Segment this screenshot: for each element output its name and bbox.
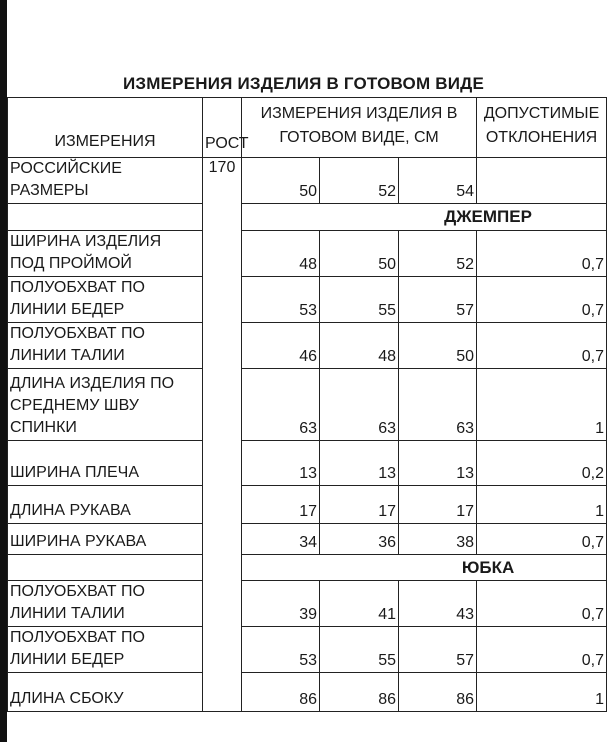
section-blank bbox=[8, 555, 203, 581]
value-cell: 52 bbox=[399, 231, 477, 277]
value-cell: 13 bbox=[242, 441, 320, 486]
value-cell: 48 bbox=[320, 323, 399, 369]
table-row bbox=[8, 581, 607, 627]
left-edge-bar bbox=[0, 0, 7, 742]
tolerance-cell: 0,7 bbox=[477, 231, 607, 277]
value-cell: 48 bbox=[242, 231, 320, 277]
value-cell: 38 bbox=[399, 524, 477, 555]
value-cell: 63 bbox=[320, 369, 399, 441]
sizes-label: РОССИЙСКИЕ РАЗМЕРЫ bbox=[8, 158, 203, 204]
row-label: ШИРИНА ПЛЕЧА bbox=[8, 441, 203, 486]
tolerance-cell: 1 bbox=[477, 673, 607, 712]
table-row bbox=[8, 369, 607, 441]
header-row bbox=[8, 98, 607, 158]
row-label: ДЛИНА РУКАВА bbox=[8, 486, 203, 524]
section-title-skirt: ЮБКА bbox=[242, 555, 607, 581]
header-finished-measurements: ИЗМЕРЕНИЯ ИЗДЕЛИЯ В ГОТОВОМ ВИДЕ, СМ bbox=[242, 98, 477, 158]
size-tolerance bbox=[477, 158, 607, 204]
value-cell: 86 bbox=[320, 673, 399, 712]
value-cell: 39 bbox=[242, 581, 320, 627]
value-cell: 17 bbox=[320, 486, 399, 524]
row-label: ПОЛУОБХВАТ ПО ЛИНИИ ТАЛИИ bbox=[8, 323, 203, 369]
row-label: ШИРИНА ИЗДЕЛИЯ ПОД ПРОЙМОЙ bbox=[8, 231, 203, 277]
size-cell: 54 bbox=[399, 158, 477, 204]
value-cell: 57 bbox=[399, 627, 477, 673]
value-cell: 36 bbox=[320, 524, 399, 555]
table-row bbox=[8, 231, 607, 277]
table-row bbox=[8, 673, 607, 712]
value-cell: 43 bbox=[399, 581, 477, 627]
table-row bbox=[8, 524, 607, 555]
value-cell: 63 bbox=[242, 369, 320, 441]
row-label: ШИРИНА РУКАВА bbox=[8, 524, 203, 555]
row-label: ПОЛУОБХВАТ ПО ЛИНИИ ТАЛИИ bbox=[8, 581, 203, 627]
tolerance-cell: 0,7 bbox=[477, 323, 607, 369]
header-height: РОСТ bbox=[203, 98, 242, 158]
table-row bbox=[8, 486, 607, 524]
table-row bbox=[8, 627, 607, 673]
section-row-jumper bbox=[8, 204, 607, 231]
value-cell: 13 bbox=[320, 441, 399, 486]
value-cell: 63 bbox=[399, 369, 477, 441]
value-cell: 46 bbox=[242, 323, 320, 369]
measurements-table bbox=[7, 97, 607, 712]
tolerance-cell: 0,7 bbox=[477, 277, 607, 323]
value-cell: 55 bbox=[320, 627, 399, 673]
header-tolerance: ДОПУСТИМЫЕ ОТКЛОНЕНИЯ bbox=[477, 98, 607, 158]
value-cell: 34 bbox=[242, 524, 320, 555]
value-cell: 53 bbox=[242, 277, 320, 323]
sizes-row bbox=[8, 158, 607, 204]
row-label: ПОЛУОБХВАТ ПО ЛИНИИ БЕДЕР bbox=[8, 627, 203, 673]
tolerance-cell: 0,7 bbox=[477, 581, 607, 627]
table-row bbox=[8, 441, 607, 486]
section-row-skirt bbox=[8, 555, 607, 581]
section-blank bbox=[8, 204, 203, 231]
value-cell: 55 bbox=[320, 277, 399, 323]
value-cell: 13 bbox=[399, 441, 477, 486]
row-label: ДЛИНА СБОКУ bbox=[8, 673, 203, 712]
value-cell: 41 bbox=[320, 581, 399, 627]
value-cell: 17 bbox=[399, 486, 477, 524]
row-label: ДЛИНА ИЗДЕЛИЯ ПО СРЕДНЕМУ ШВУ СПИНКИ bbox=[8, 369, 203, 441]
value-cell: 53 bbox=[242, 627, 320, 673]
value-cell: 86 bbox=[399, 673, 477, 712]
size-cell: 50 bbox=[242, 158, 320, 204]
tolerance-cell: 1 bbox=[477, 369, 607, 441]
value-cell: 50 bbox=[320, 231, 399, 277]
value-cell: 86 bbox=[242, 673, 320, 712]
table-row bbox=[8, 323, 607, 369]
section-title-jumper: ДЖЕМПЕР bbox=[242, 204, 607, 231]
size-cell: 52 bbox=[320, 158, 399, 204]
header-measurements: ИЗМЕРЕНИЯ bbox=[8, 98, 203, 158]
tolerance-cell: 0,7 bbox=[477, 627, 607, 673]
value-cell: 50 bbox=[399, 323, 477, 369]
tolerance-cell: 0,7 bbox=[477, 524, 607, 555]
tolerance-cell: 1 bbox=[477, 486, 607, 524]
table-row bbox=[8, 277, 607, 323]
tolerance-cell: 0,2 bbox=[477, 441, 607, 486]
row-label: ПОЛУОБХВАТ ПО ЛИНИИ БЕДЕР bbox=[8, 277, 203, 323]
page-title: ИЗМЕРЕНИЯ ИЗДЕЛИЯ В ГОТОВОМ ВИДЕ bbox=[122, 74, 485, 93]
value-cell: 17 bbox=[242, 486, 320, 524]
value-cell: 57 bbox=[399, 277, 477, 323]
height-value: 170 bbox=[203, 158, 242, 712]
